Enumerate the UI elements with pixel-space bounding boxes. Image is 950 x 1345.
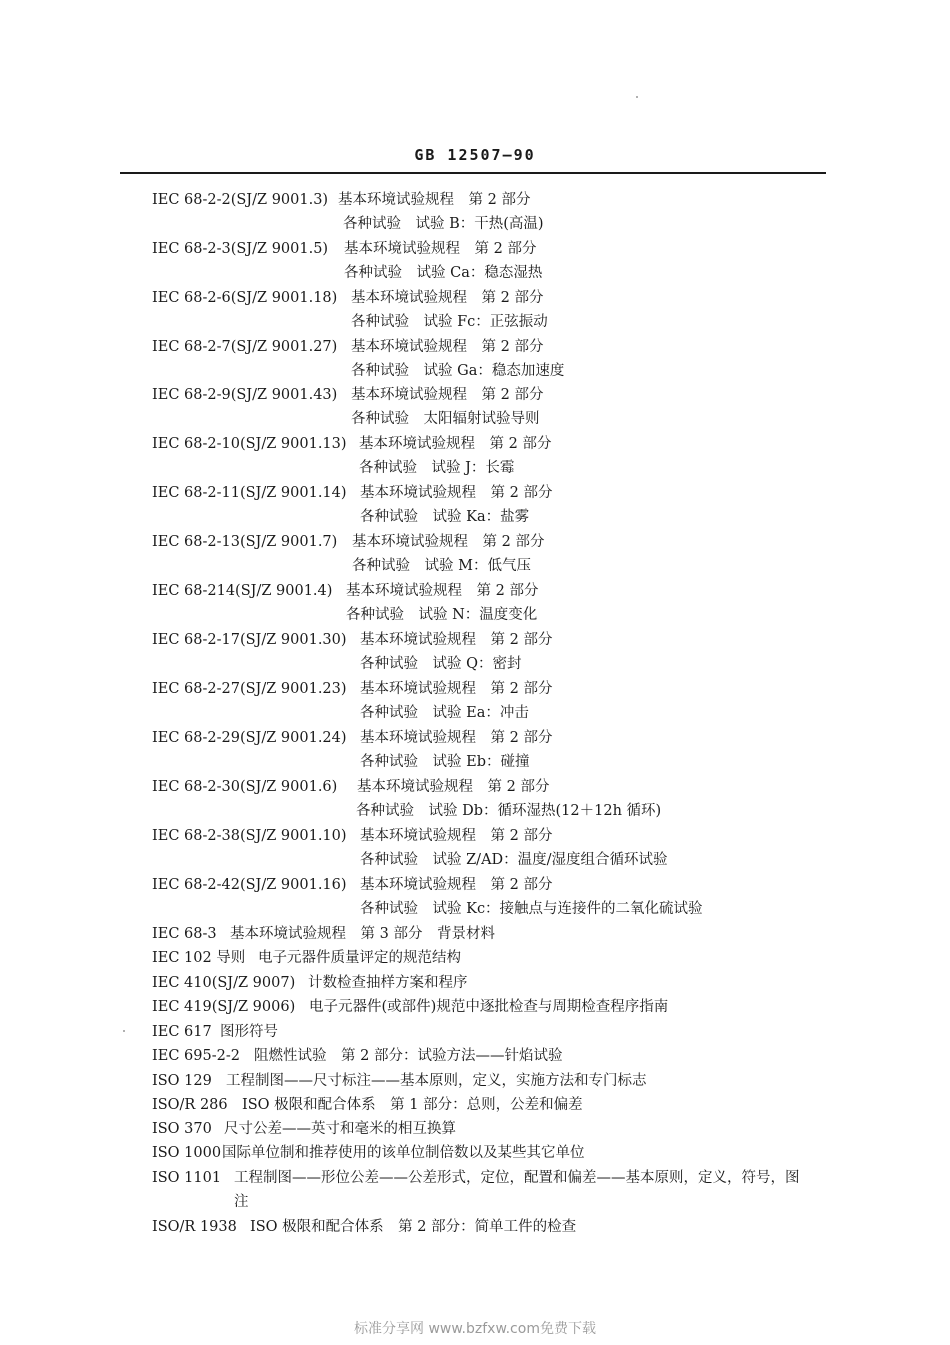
ref-line-cont bbox=[346, 605, 537, 625]
ref-line bbox=[152, 337, 543, 357]
ref-title: 基本环境试验规程 第 2 部分 bbox=[351, 387, 544, 403]
ref-title: 工程制图——尺寸标注——基本原则，定义，实施方法和专门标志 bbox=[226, 1073, 647, 1089]
ref-code: IEC 419(SJ/Z 9006) bbox=[152, 999, 296, 1015]
ref-line bbox=[152, 1095, 583, 1115]
ref-title: 基本环境试验规程 第 2 部分 bbox=[360, 730, 553, 746]
ref-title: ISO 极限和配合体系 第 1 部分：总则，公差和偏差 bbox=[242, 1097, 583, 1113]
ref-line-cont bbox=[352, 556, 531, 576]
ref-line bbox=[152, 826, 552, 846]
ref-code: ISO/R 1938 bbox=[152, 1219, 237, 1235]
ref-code: IEC 68-2-13(SJ/Z 9001.7) bbox=[152, 534, 338, 550]
ref-title: 基本环境试验规程 第 2 部分 bbox=[346, 583, 539, 599]
ref-title: 工程制图——形位公差——公差形式，定位，配置和偏差——基本原则，定义，符号，图 bbox=[234, 1170, 800, 1186]
ref-line bbox=[152, 1022, 278, 1042]
ref-code: IEC 68-2-29(SJ/Z 9001.24) bbox=[152, 730, 347, 746]
ref-subtitle: 注 bbox=[234, 1194, 249, 1210]
ref-title: 基本环境试验规程 第 2 部分 bbox=[351, 339, 544, 355]
ref-title: 图形符号 bbox=[220, 1024, 278, 1040]
ref-line-cont bbox=[359, 458, 514, 478]
ref-line bbox=[152, 924, 495, 944]
ref-code: IEC 68-2-17(SJ/Z 9001.30) bbox=[152, 632, 347, 648]
ref-line bbox=[152, 777, 549, 797]
ref-title: 国际单位制和推荐使用的该单位制倍数以及某些其它单位 bbox=[222, 1145, 585, 1161]
ref-line bbox=[152, 1217, 576, 1237]
ref-code: IEC 68-2-3(SJ/Z 9001.5) bbox=[152, 241, 329, 257]
ref-title: 基本环境试验规程 第 2 部分 bbox=[338, 192, 531, 208]
ref-line-cont bbox=[356, 801, 661, 821]
ref-line-cont bbox=[360, 703, 529, 723]
ref-code: IEC 68-2-38(SJ/Z 9001.10) bbox=[152, 828, 347, 844]
ref-code: IEC 68-2-10(SJ/Z 9001.13) bbox=[152, 436, 347, 452]
ref-code: ISO 1101 bbox=[152, 1170, 222, 1186]
ref-line-cont bbox=[351, 361, 564, 381]
ref-title: 基本环境试验规程 第 3 部分 背景材料 bbox=[230, 926, 495, 942]
header-rule bbox=[120, 172, 826, 174]
ref-title: 计数检查抽样方案和程序 bbox=[308, 975, 468, 991]
ref-subtitle: 各种试验 试验 Ka：盐雾 bbox=[360, 509, 530, 525]
ref-subtitle: 各种试验 试验 Db：循环湿热(12＋12h 循环) bbox=[356, 803, 662, 819]
ref-code: IEC 68-2-2(SJ/Z 9001.3) bbox=[152, 192, 329, 208]
ref-title: 基本环境试验规程 第 2 部分 bbox=[360, 877, 553, 893]
ref-subtitle: 各种试验 试验 J：长霉 bbox=[359, 460, 515, 476]
ref-title: 基本环境试验规程 第 2 部分 bbox=[351, 290, 544, 306]
ref-code: IEC 68-2-27(SJ/Z 9001.23) bbox=[152, 681, 347, 697]
ref-subtitle: 各种试验 试验 Kc：接触点与连接件的二氧化硫试验 bbox=[360, 901, 703, 917]
ref-line bbox=[152, 288, 543, 308]
ref-subtitle: 各种试验 试验 Z/AD：温度/湿度组合循环试验 bbox=[360, 852, 668, 868]
ref-code: IEC 68-2-30(SJ/Z 9001.6) bbox=[152, 779, 338, 795]
ref-line-cont bbox=[351, 409, 540, 429]
ref-subtitle: 各种试验 试验 Ea：冲击 bbox=[360, 705, 529, 721]
ref-code: ISO 370 bbox=[152, 1121, 212, 1137]
ref-title: 基本环境试验规程 第 2 部分 bbox=[352, 534, 545, 550]
ref-line bbox=[152, 679, 552, 699]
ref-line bbox=[152, 875, 552, 895]
ref-line-cont bbox=[360, 850, 668, 870]
ref-line-cont bbox=[351, 312, 548, 332]
ref-line bbox=[152, 1168, 800, 1188]
ref-line-cont bbox=[234, 1192, 249, 1212]
ref-title: 基本环境试验规程 第 2 部分 bbox=[344, 241, 537, 257]
ref-subtitle: 各种试验 试验 Ca：稳态湿热 bbox=[344, 265, 543, 281]
ref-line bbox=[152, 630, 552, 650]
ref-title: 电子元器件(或部件)规范中逐批检查与周期检查程序指南 bbox=[309, 999, 669, 1015]
ref-title: 尺寸公差——英寸和毫米的相互换算 bbox=[224, 1121, 456, 1137]
ref-title: ISO 极限和配合体系 第 2 部分：简单工件的检查 bbox=[250, 1219, 577, 1235]
ref-code: ISO 1000 bbox=[152, 1145, 222, 1161]
ref-line bbox=[152, 581, 538, 601]
ref-line bbox=[152, 948, 461, 968]
ref-code: IEC 617 bbox=[152, 1024, 212, 1040]
ref-line-cont bbox=[344, 263, 542, 283]
scan-speck bbox=[123, 1030, 125, 1032]
ref-title: 基本环境试验规程 第 2 部分 bbox=[360, 828, 553, 844]
ref-line bbox=[152, 385, 543, 405]
ref-title: 基本环境试验规程 第 2 部分 bbox=[360, 485, 553, 501]
ref-subtitle: 各种试验 试验 B：干热(高温) bbox=[343, 216, 544, 232]
ref-code: IEC 68-2-11(SJ/Z 9001.14) bbox=[152, 485, 347, 501]
ref-line bbox=[152, 190, 530, 210]
ref-line-cont bbox=[360, 752, 529, 772]
scan-speck bbox=[636, 96, 638, 98]
ref-code: IEC 68-214(SJ/Z 9001.4) bbox=[152, 583, 333, 599]
ref-line-cont bbox=[343, 214, 544, 234]
ref-subtitle: 各种试验 太阳辐射试验导则 bbox=[351, 411, 540, 427]
ref-subtitle: 各种试验 试验 Eb：碰撞 bbox=[360, 754, 530, 770]
ref-subtitle: 各种试验 试验 N：温度变化 bbox=[346, 607, 538, 623]
ref-line bbox=[152, 1143, 585, 1163]
ref-code: IEC 68-2-6(SJ/Z 9001.18) bbox=[152, 290, 338, 306]
ref-line bbox=[152, 532, 544, 552]
ref-code: ISO/R 286 bbox=[152, 1097, 228, 1113]
ref-code: IEC 410(SJ/Z 9007) bbox=[152, 975, 296, 991]
ref-code: IEC 695-2-2 bbox=[152, 1048, 240, 1064]
ref-title: 电子元器件质量评定的规范结构 bbox=[258, 950, 461, 966]
ref-code: IEC 68-2-42(SJ/Z 9001.16) bbox=[152, 877, 347, 893]
ref-code: ISO 129 bbox=[152, 1073, 212, 1089]
ref-line bbox=[152, 973, 468, 993]
ref-title: 基本环境试验规程 第 2 部分 bbox=[357, 779, 550, 795]
ref-line bbox=[152, 483, 552, 503]
ref-line-cont bbox=[360, 654, 522, 674]
ref-title: 基本环境试验规程 第 2 部分 bbox=[360, 632, 553, 648]
ref-line bbox=[152, 1046, 562, 1066]
ref-line bbox=[152, 997, 668, 1017]
ref-line bbox=[152, 434, 551, 454]
ref-title: 基本环境试验规程 第 2 部分 bbox=[359, 436, 552, 452]
ref-line bbox=[152, 1071, 647, 1091]
ref-code: IEC 68-2-9(SJ/Z 9001.43) bbox=[152, 387, 338, 403]
ref-line bbox=[152, 1119, 456, 1139]
ref-line bbox=[152, 728, 552, 748]
ref-subtitle: 各种试验 试验 Fc：正弦振动 bbox=[351, 314, 548, 330]
watermark-footer: 标准分享网 www.bzfxw.com免费下载 bbox=[354, 1321, 596, 1337]
ref-line-cont bbox=[360, 507, 529, 527]
ref-subtitle: 各种试验 试验 Q：密封 bbox=[360, 656, 522, 672]
standard-code: GB 12507—90 bbox=[414, 146, 536, 164]
ref-title: 阻燃性试验 第 2 部分：试验方法——针焰试验 bbox=[254, 1048, 563, 1064]
ref-title: 基本环境试验规程 第 2 部分 bbox=[360, 681, 553, 697]
ref-line-cont bbox=[360, 899, 703, 919]
ref-subtitle: 各种试验 试验 Ga：稳态加速度 bbox=[351, 363, 565, 379]
ref-line bbox=[152, 239, 536, 259]
ref-code: IEC 102 导则 bbox=[152, 950, 246, 966]
ref-code: IEC 68-2-7(SJ/Z 9001.27) bbox=[152, 339, 338, 355]
ref-code: IEC 68-3 bbox=[152, 926, 217, 942]
ref-subtitle: 各种试验 试验 M：低气压 bbox=[352, 558, 531, 574]
